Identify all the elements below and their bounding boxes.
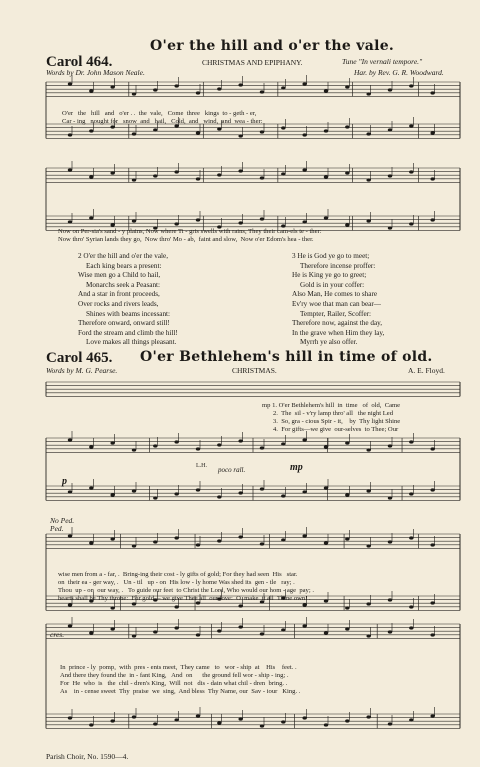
verse-line: Tempter, Railer, Scoffer: [300,309,372,318]
carol-464-tune: Tune "In vernali tempore." [342,57,423,66]
verse-line: 3 He is God ye go to meet; [292,252,370,260]
carol-465-first-line-3: 3. So, gra - cious Spir - it, by Thy light Shine [273,418,401,425]
pedal-mark: Ped. [50,524,64,533]
carol-465-middle-line-3: Thou up - on our way, . To guide our feet to Christ the Lord, Who would our hom - age pay; . [58,587,314,594]
carol-464-verse-2 [78,252,178,348]
carol-465-first-line-1: mp 1. O'er Bethlehem's hill in time of old, Came [262,402,401,409]
left-hand-mark: L.H. [196,463,207,469]
carol-465-first-line-2: 2. The sil - v'ry lamp thro' all the night Led [273,410,394,417]
verse-line: Over rocks and rivers leads, [78,299,159,308]
dynamic-p: p [62,476,67,487]
carol-465-composer: A. E. Floyd. [408,366,445,375]
carol-464-lyric-line-2: Car - ing nought for snow and hail, Cold, and wind, and wea - ther: [62,118,263,125]
verse-line: Wise men go a Child to hail, [78,271,161,280]
carol-465-final-line-4: As in - cense sweet Thy praise we sing, And bless Thy Name, our Sav - iour King. . [60,688,301,695]
verse-line: Love makes all things pleasant. [86,338,177,347]
verse-line: Gold is in your coffer: [300,280,365,289]
verse-line: Ev'ry woe that man can bear— [292,299,381,308]
verse-line: He is King ye go to greet; [292,271,367,280]
carol-465-final-line-2: And there they found the in - fant King, And on the ground fell wor - ship - ing; . [60,672,289,679]
carol-465-title: O'er Bethlehem's hill in time of old. [140,349,433,365]
carol-464-number: Carol 464. [46,54,113,70]
verse-line: Each king bears a present: [86,261,162,270]
no-pedal-mark: No Ped. [50,516,75,525]
carol-464-verse-3 [292,252,384,348]
carol-464-words: Words by Dr. John Mason Neale. [46,68,145,77]
carol-465-final-line-3: For He who is the chil - dren's King, Will not dis - dain what chil - dren bring. . [60,680,288,687]
carol-465-number: Carol 465. [46,350,113,366]
verse-line: Therefore incense proffer: [300,261,376,270]
verse-line: 2 O'er the hill and o'er the vale, [78,252,169,260]
carol-465-middle-line-1: wise men from a - far, . Bring-ing their cost - ly gifts of gold; For they had seen His star. [58,571,298,578]
verse-line: Myrrh ye also offer. [300,338,358,347]
verse-line: Therefore onward, onward still! [78,319,170,328]
carol-464-lyric-line-1: O'er the hill and o'er . . the vale, Come three kings to - geth - er, [62,110,257,117]
carol-464-lyric-line-3: Now on Per-sia's sand - y plains, Now where Ti - gris swells with rains, They their cam-els te - ther: [58,228,322,235]
verse-line: Monarchs seek a Peasant: [86,280,161,289]
poco-rall: poco rall. [218,466,246,474]
dynamic-mp: mp [290,462,303,473]
carol-465-first-line-4: 4. For gifts—we give our-selves to Thee; Our [273,426,399,433]
carol-465-middle-line-2: on their ea - ger way, . Un - til up - on His low - ly home Was shed its gen - tle ray; . [58,579,295,586]
carol-464-harmony: Har. by Rev. G. R. Woodward. [354,68,444,77]
carol-465-final-line-1: In prince - ly pomp, with pres - ents meet, They came to wor - ship at His feet. . [60,664,297,671]
carol-465-occasion: CHRISTMAS. [232,366,277,375]
cres-mark: cres. [50,630,65,639]
verse-line: Shines with beams incessant: [86,309,171,318]
footer-publication: Parish Choir, No. 1590—4. [46,752,129,761]
verse-line: Also Man, He comes to share [292,290,378,299]
carol-465-words: Words by M. G. Pearse. [46,366,118,375]
carol-464-title: O'er the hill and o'er the vale. [150,38,395,54]
carol-464-lyric-line-4: Now thro' Syrian lands they go, Now thro' Mo - ab, faint and slow, Now o'er Edom's hea - ther. [58,236,314,243]
carol-465-middle-line-4: hearts shall be Thy throne: For gold— we give Thee all our love: O make it all Thine own! . [58,595,311,602]
verse-line: Therefore now, against the day, [292,319,383,328]
verse-line: And a star in front proceeds, [78,290,160,299]
carol-464-occasion: CHRISTMAS AND EPIPHANY. [202,58,303,67]
verse-line: Ford the stream and climb the hill! [78,328,178,337]
verse-line: In the grave when Him they lay, [292,328,385,337]
